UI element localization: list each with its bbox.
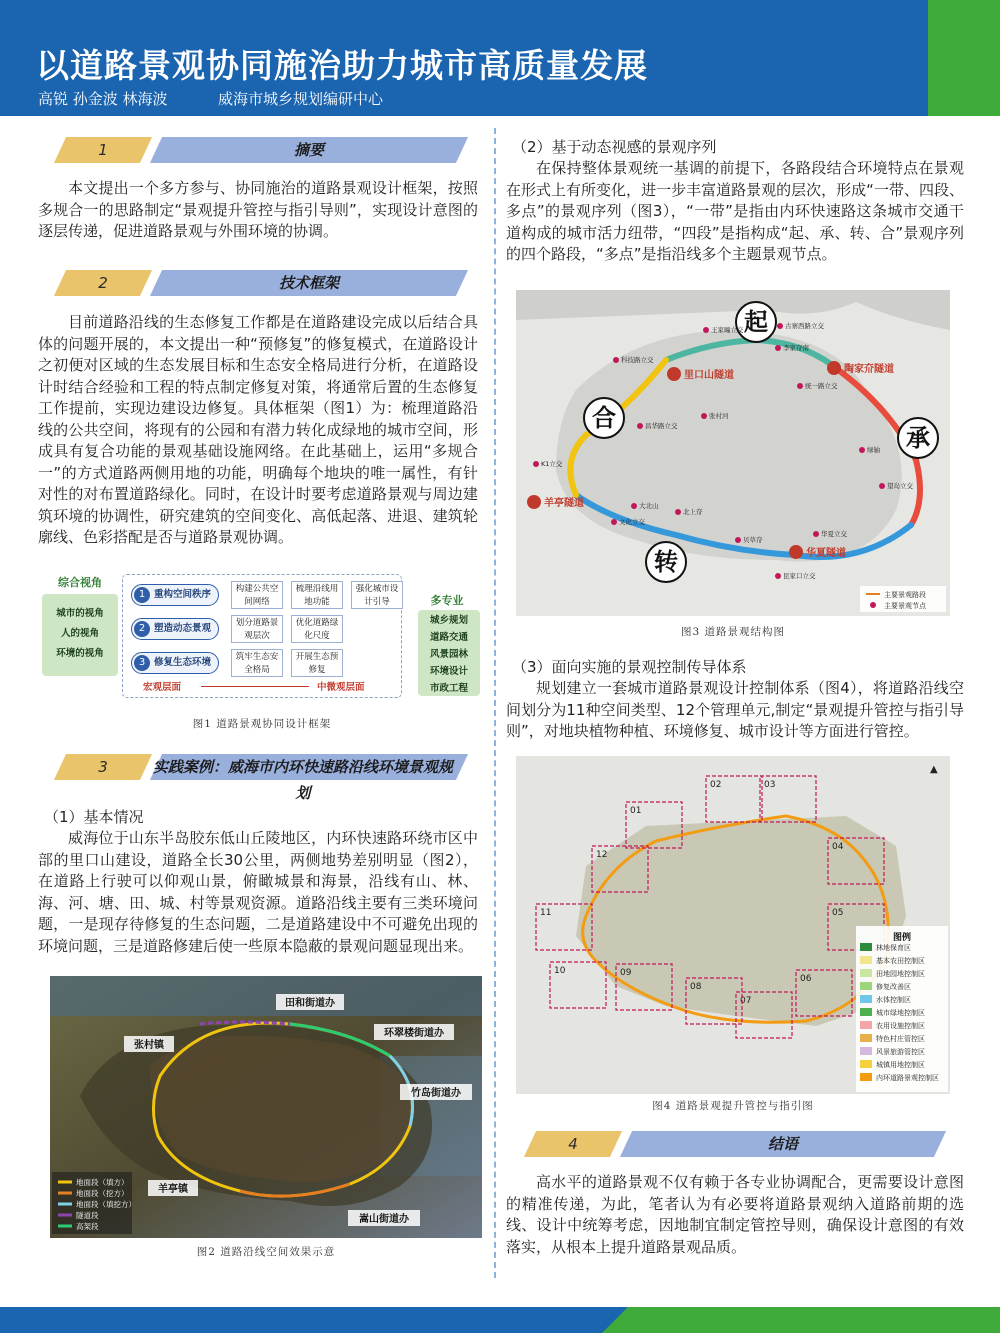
fig3-char: 合 xyxy=(592,403,616,432)
fig3-node-dot xyxy=(703,327,709,333)
section-2-bar xyxy=(60,270,462,296)
fig4-legend-item: 城镇用地控制区 xyxy=(876,1061,925,1069)
case-text-3: 规划建立一套城市道路景观设计控制体系（图4），将道路沿线空间划分为11种空间类型、12个管理单元,制定“景观提升管控与指引导则”，对地块植物种植、环境修复、城市设计等方面进行管控。 xyxy=(506,679,964,740)
fig4-unit-number: 09 xyxy=(620,968,632,978)
abstract-text: 本文提出一个多方参与、协同施治的道路景观设计框架，按照多规合一的思路制定“景观提升管控与指引导则”，实现设计意图的逐层传递，促进道路景观与外围环境的协调。 xyxy=(38,179,478,240)
fig3-node: 文化立交 xyxy=(619,518,645,526)
fig4-unit-number: 06 xyxy=(800,974,812,984)
fig3-node: 科技路立交 xyxy=(621,356,654,364)
fig4-unit-number: 07 xyxy=(740,996,752,1006)
fig3-tunnel: 陶家夼隧道 xyxy=(844,364,894,375)
section-3-bar xyxy=(60,754,462,802)
section-1-bar xyxy=(60,137,462,163)
fig2-label: 田和街道办 xyxy=(285,998,335,1009)
fig1-right-item: 市政工程 xyxy=(429,683,468,694)
fig3-char: 转 xyxy=(654,547,678,576)
fig4-legend-item: 风景旅游管控区 xyxy=(876,1048,925,1056)
case-subhead-2: （2）基于动态视感的景观序列 xyxy=(512,138,717,156)
fig3-node-dot xyxy=(631,503,637,509)
fig4-legend-swatch xyxy=(860,1008,872,1016)
column-divider xyxy=(494,128,496,1278)
fig3-node-dot xyxy=(797,383,803,389)
fig3-node: 古寨西路立交 xyxy=(785,322,824,330)
fig2-label: 竹岛街道办 xyxy=(411,1088,461,1099)
fig3-node-dot xyxy=(533,461,539,467)
fig3-node-dot xyxy=(775,573,781,579)
fig4-legend-swatch xyxy=(860,1073,872,1081)
footer-green-block xyxy=(628,1307,1000,1333)
section-1-title: 摘要 xyxy=(293,141,324,159)
section-3-title: 实践案例：威海市内环快速路沿线环境景观规划 xyxy=(152,758,453,802)
fig2-legend-item: 高架段 xyxy=(76,1222,99,1231)
fig3-node-dot xyxy=(701,413,707,419)
fig3-node-dot xyxy=(775,345,781,351)
footer-bar xyxy=(0,1307,1000,1333)
fig1-left-item: 环境的视角 xyxy=(56,648,104,659)
fig3-node-dot xyxy=(777,323,783,329)
fig3-tunnel: 羊亭隧道 xyxy=(544,498,584,509)
section-4-bar xyxy=(530,1131,940,1157)
fig1-right-item: 道路交通 xyxy=(429,632,468,643)
fig2-label: 张村镇 xyxy=(134,1040,164,1051)
section-2-title: 技术框架 xyxy=(278,274,339,292)
fig1-cell: 筑牢生态安全格局 xyxy=(231,649,283,677)
framework-text: 目前道路沿线的生态修复工作都是在道路建设完成以后结合具体的问题开展的，本文提出一种“预修复”的修复模式，在道路设计之初便对区域的生态发展目标和生态安全格局进行分析，在道路设计时结合经验和工程的特点制定修复对策，将通常后置的生态修复工作提前，实现边建设边修复。具体框架（图1）为：梳理道路沿线的公共空间，将现有的公园和有潜力转化成绿地的城市空间，形成具有复合功能的景观基础设施网络。在此基础上，运用“多规合一”的方式道路两侧用地的功能，明确每个地块的唯一属性，有针对性的对布置道路绿化。同时，在设计时要考虑道路景观与周边建筑环境的协调性，研究建筑的空间变化、高低起落、进退、建筑轮廓线、色彩搭配是否与道路景观协调。 xyxy=(38,313,478,546)
fig3-node-dot xyxy=(859,447,865,453)
fig1-right-item: 风景园林 xyxy=(429,649,468,660)
organization: 威海市城乡规划编研中心 xyxy=(218,90,384,108)
fig4-unit-number: 01 xyxy=(630,806,642,816)
fig1-macro-label: 宏观层面 xyxy=(143,682,182,693)
fig2-label: 羊亭镇 xyxy=(158,1184,188,1195)
figure-3-caption: 图3 道路景观结构图 xyxy=(680,626,786,638)
fig2-label: 环翠楼街道办 xyxy=(384,1028,444,1039)
fig1-cell: 梳理沿线用地功能 xyxy=(291,581,343,609)
authors: 高锐 孙金波 林海波 xyxy=(38,90,168,108)
fig4-legend-swatch xyxy=(860,1047,872,1055)
fig4-unit-number: 11 xyxy=(540,908,552,918)
fig3-node: 昌华路立交 xyxy=(645,422,678,430)
fig3-tunnel: 华夏隧道 xyxy=(806,548,846,559)
fig3-node-dot xyxy=(637,423,643,429)
fig4-legend-item: 城市绿地控制区 xyxy=(876,1009,925,1017)
tunnel-icon xyxy=(527,495,541,509)
fig4-legend-item: 农用设施控制区 xyxy=(876,1022,925,1030)
fig3-legend-item: 主要景观节点 xyxy=(884,602,926,610)
fig4-legend-item: 特色村庄管控区 xyxy=(876,1035,925,1043)
figure-2-aerial-map xyxy=(50,976,482,1238)
figure-3-structure-map xyxy=(516,290,950,616)
fig1-left-box xyxy=(42,594,118,676)
fig1-cell: 构建公共空间网络 xyxy=(231,581,283,609)
fig4-unit-number: 02 xyxy=(710,780,722,790)
fig4-legend-swatch xyxy=(860,1060,872,1068)
header-banner xyxy=(0,0,1000,116)
fig3-node: 张村河 xyxy=(709,412,729,420)
fig1-row-number: 3 xyxy=(134,655,150,671)
case-text-1: 威海位于山东半岛胶东低山丘陵地区，内环快速路环绕市区中部的里口山建设，道路全长30公里，两侧地势差别明显（图2），在道路上行驶可以仰观山景，俯瞰城景和海景，沿线有山、林、海、河、塘、田、城、村等景观资源。道路沿线主要有三类环境问题，一是现存待修复的生态问题，二是道路建设中不可避免出现的环境问题，三是道路修建后使一些原本隐蔽的景观问题显现出来。 xyxy=(38,829,478,955)
fig4-legend-item: 基本农田控制区 xyxy=(876,957,925,965)
case-subhead-1: （1）基本情况 xyxy=(44,808,144,826)
fig1-row-label: 修复生态环境 xyxy=(154,657,212,668)
fig3-tunnel: 里口山隧道 xyxy=(684,370,734,381)
fig4-legend-swatch xyxy=(860,956,872,964)
fig1-row-number: 1 xyxy=(134,587,150,603)
header-green-tab xyxy=(928,0,1000,116)
fig4-legend-swatch xyxy=(860,995,872,1003)
fig1-right-title: 多专业 xyxy=(430,594,464,607)
fig2-legend-item: 地面段（挖方） xyxy=(76,1189,129,1198)
section-4-number: 4 xyxy=(568,1135,578,1153)
fig3-legend-item: 主要景观路段 xyxy=(884,591,926,599)
section-4-title: 结语 xyxy=(767,1135,798,1153)
fig1-cell: 强化城市设计引导 xyxy=(351,581,403,609)
fig3-node-dot xyxy=(879,483,885,489)
fig1-micro-label: 中微观层面 xyxy=(317,682,365,693)
fig3-node: K1立交 xyxy=(541,460,563,468)
fig1-right-item: 环境设计 xyxy=(429,666,468,677)
fig4-legend-title: 图例 xyxy=(892,933,912,943)
fig3-node-dot xyxy=(611,519,617,525)
fig3-node-dot xyxy=(613,357,619,363)
fig3-node: 北上夼 xyxy=(683,508,703,516)
section-3-number: 3 xyxy=(98,758,108,776)
fig4-unit-number: 08 xyxy=(690,982,702,992)
tunnel-icon xyxy=(667,367,681,381)
fig1-center-box xyxy=(122,574,402,698)
fig4-legend-item: 林地保育区 xyxy=(876,944,911,952)
figure-1-caption: 图1 道路景观协同设计框架 xyxy=(192,718,332,730)
fig3-node-dot xyxy=(675,509,681,515)
fig3-node-dot xyxy=(735,537,741,543)
fig4-unit-number: 04 xyxy=(832,842,844,852)
fig4-legend-swatch xyxy=(860,1021,872,1029)
fig1-right-item: 城乡规划 xyxy=(429,615,468,626)
fig2-legend-item: 地面段（填挖方） xyxy=(76,1200,136,1209)
north-arrow-icon: ▲ xyxy=(930,764,938,775)
fig3-node: 贝草夼 xyxy=(743,536,763,544)
fig2-legend-item: 隧道段 xyxy=(76,1211,99,1220)
fig3-node: 大北山 xyxy=(639,502,659,510)
fig3-node: 昆家口立交 xyxy=(783,572,816,580)
fig3-node: 统一路立交 xyxy=(805,382,838,390)
fig3-char: 起 xyxy=(744,307,768,336)
fig1-row-number: 2 xyxy=(134,621,150,637)
fig2-legend-item: 地面段（填方） xyxy=(76,1178,129,1187)
figure-4-control-map xyxy=(516,756,950,1094)
tunnel-icon xyxy=(827,361,841,375)
fig4-legend-swatch xyxy=(860,943,872,951)
fig1-cell: 优化道路绿化尺度 xyxy=(291,615,343,643)
fig3-node: 华夏立交 xyxy=(821,530,847,538)
fig1-left-item: 城市的视角 xyxy=(56,608,104,619)
fig1-left-title: 综合视角 xyxy=(58,576,102,589)
fig4-unit-number: 10 xyxy=(554,966,566,976)
fig4-unit-number: 05 xyxy=(832,908,844,918)
case-text-2: 在保持整体景观统一基调的前提下，各路段结合环境特点在景观在形式上有所变化，进一步丰富道路景观的层次，形成“一带、四段、多点”的景观序列（图3），“一带”是指由内环快速路这条城市交通干道构成的城市活力纽带，“四段”是指构成“起、承、转、合”景观序列的四个路段，“多点”是指沿线多个主题景观节点。 xyxy=(506,159,964,263)
fig4-unit-number: 03 xyxy=(764,780,776,790)
fig4-unit-number: 12 xyxy=(596,850,608,860)
figure-4-caption: 图4 道路景观提升管控与指引图 xyxy=(652,1100,814,1112)
case-subhead-3: （3）面向实施的景观控制传导体系 xyxy=(512,658,747,676)
fig1-row-label: 重构空间秩序 xyxy=(154,589,212,600)
section-1-number: 1 xyxy=(98,141,108,159)
fig3-node: 望岛立交 xyxy=(887,482,913,490)
fig3-node: 王家疃立交 xyxy=(711,326,744,334)
fig4-legend-swatch xyxy=(860,982,872,990)
fig4-legend-swatch xyxy=(860,969,872,977)
figure-2-caption: 图2 道路沿线空间效果示意 xyxy=(196,1246,336,1258)
tunnel-icon xyxy=(789,545,803,559)
fig1-cell: 开展生态预修复 xyxy=(291,649,343,677)
fig3-node-dot xyxy=(813,531,819,537)
fig3-node: 李家夼南 xyxy=(783,344,809,352)
fig4-legend-item: 水体控制区 xyxy=(876,996,911,1004)
fig1-right-box xyxy=(418,610,480,696)
fig4-legend-swatch xyxy=(860,1034,872,1042)
fig2-label: 嵩山街道办 xyxy=(359,1214,409,1225)
figure-1 xyxy=(42,574,482,710)
fig1-row-label: 塑造动态景观 xyxy=(154,623,212,634)
page-title: 以道路景观协同施治助力城市高质量发展 xyxy=(36,46,648,85)
fig4-legend-item: 修复改善区 xyxy=(876,983,911,991)
fig3-char: 承 xyxy=(906,423,930,452)
fig1-scale-arrow xyxy=(131,679,395,693)
conclusion-text: 高水平的道路景观不仅有赖于各专业协调配合，更需要设计意图的精准传递，为此，笔者认为有必要将道路景观纳入道路前期的选线、设计中统筹考虑，因地制宜制定管控导则，确保设计意图的有效落实，从根本上提升道路景观品质。 xyxy=(506,1173,964,1256)
fig1-cell: 划分道路景观层次 xyxy=(231,615,283,643)
fig4-legend-item: 田地园地控制区 xyxy=(876,970,925,978)
fig1-left-item: 人的视角 xyxy=(60,628,99,639)
fig4-legend-item: 内环道路景观控制区 xyxy=(876,1074,939,1082)
section-2-number: 2 xyxy=(98,274,108,292)
fig3-node: 绿轴 xyxy=(867,446,880,454)
